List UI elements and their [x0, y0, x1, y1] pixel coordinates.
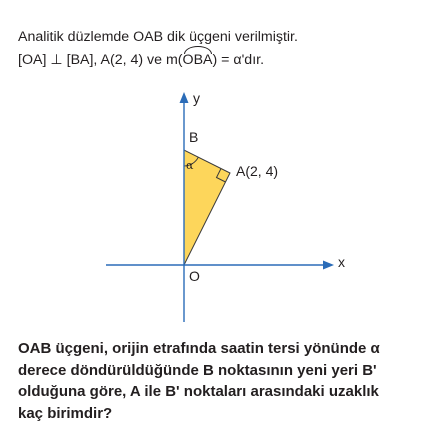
point-a-label: A(2, 4) — [236, 163, 279, 179]
question-line-2: derece döndürüldüğünde B noktasının yeni yeri B' — [18, 361, 377, 379]
intro-line-2-end: ) = α'dır. — [212, 52, 265, 68]
question-line-1: OAB üçgeni, orijin etrafında saatin tersi yönünde α — [18, 340, 380, 357]
intro-line-2-start: [OA] ⊥ [BA], A(2, 4) ve m( — [18, 52, 183, 68]
y-axis-label: y — [193, 90, 200, 106]
question-text — [18, 338, 438, 424]
question-line-4: kaç birimdir? — [18, 404, 113, 422]
x-axis-label: x — [338, 254, 345, 270]
x-axis-arrow — [323, 261, 334, 270]
angle-alpha-label: α — [186, 159, 194, 172]
angle-arc-notation: OBA — [183, 49, 213, 72]
point-b-label: B — [189, 129, 199, 145]
y-axis-arrow — [180, 92, 189, 103]
intro-line-1: Analitik düzlemde OAB dik üçgeni verilmiştir. — [18, 29, 298, 45]
question-line-3: olduğuna göre, A ile B' noktaları arasındaki uzaklık — [18, 383, 379, 400]
origin-label: O — [189, 268, 200, 284]
